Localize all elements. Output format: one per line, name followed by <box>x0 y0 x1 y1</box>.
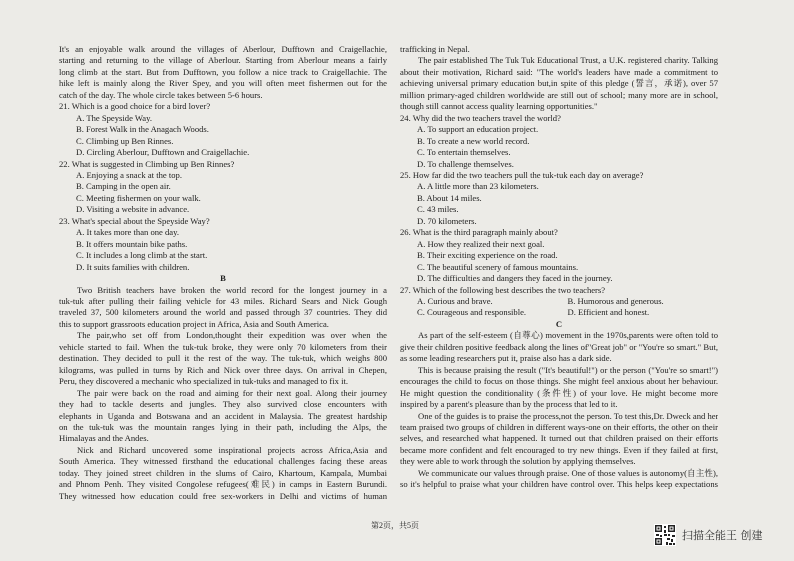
text-line: inspired by a parent's pleasure than by the process that led to it. <box>400 399 618 410</box>
text-line: As part of the self-esteem (自尊心) movement in the 1970s,parents were often told to <box>418 330 718 341</box>
text-line: This is because praising the result ("It's beautiful!") or the person ("You're so smart!") <box>418 364 718 375</box>
answer-option: A. Curious and brave. <box>417 295 493 306</box>
text-line: vehicle started to fail. When the tuk-tuk broke, they were only 70 kilometers from their <box>59 341 387 352</box>
answer-option: C. Climbing up Ben Rinnes. <box>76 135 174 146</box>
text-line: as some leading researchers put it, praise also has a dark side. <box>400 353 612 364</box>
text-line: hike left is mainly along the River Spey, and you will often meet fishermen out for the <box>59 78 387 89</box>
text-line: became more confident and felt encouraged to try new things. Even if they failed at first, <box>400 444 718 455</box>
answer-option: D. It suits families with children. <box>76 261 190 272</box>
text-line: encourages the child to focus on those things. She might feel anxious about her behaviour. <box>400 376 718 387</box>
text-line: He might question the conditionality (条件性) of your love. He might become more <box>400 387 718 398</box>
text-line: today. They joined street children in the slums of Cairo, Khartoum, Kampala, Mumbai <box>59 467 387 478</box>
answer-option: A. The Speyside Way. <box>76 112 153 123</box>
answer-option: C. To entertain themselves. <box>417 147 511 158</box>
text-line: selves, and researched what happened. It turned out that children praised on their efforts <box>400 433 718 444</box>
answer-option: C. Courageous and responsible. <box>417 307 527 318</box>
text-line: elephants in Uganda and Botswana and an accident in Malaysia. The greatest hardship <box>59 410 387 421</box>
answer-option: C. Meeting fishermen on your walk. <box>76 192 201 203</box>
answer-option: A. How they realized their next goal. <box>417 238 545 249</box>
answer-option: A. A little more than 23 kilometers. <box>417 181 539 192</box>
scanner-label: 扫描全能王 创建 <box>682 529 763 542</box>
text-line: The pair were back on the road and aiming for their next goal. Along their journey <box>77 387 387 398</box>
answer-option: D. The difficulties and dangers they faced in the journey. <box>417 273 613 284</box>
text-line: Nick and Richard uncovered some inspirational projects across Africa,Asia and <box>77 444 387 455</box>
text-line: We communicate our values through praise. One of those values is autonomy(自主性), <box>418 467 718 478</box>
answer-option: D. To challenge themselves. <box>417 158 514 169</box>
answer-option: A. To support an education project. <box>417 124 539 135</box>
text-line: The pair,who set off from London,thought their expedition was over when the <box>77 330 387 341</box>
text-line: they had to tackle deserts and jungles. They also survived close encounters with <box>59 399 387 410</box>
answer-option: C. 43 miles. <box>417 204 459 215</box>
text-line: One of the guides is to praise the process,not the person. To test this,Dr. Dweck and her <box>418 410 718 421</box>
text-line: million primary-aged children worldwide are still out of school; many more are in school, <box>400 89 718 100</box>
answer-option: A. It takes more than one day. <box>76 227 180 238</box>
scanner-watermark <box>654 524 763 546</box>
text-line: achieving universal primary education but,in spite of this pledge (誓言，承诺), over 57 <box>400 78 718 89</box>
text-line: It's an enjoyable walk around the villages of Aberlour, Dufftown and Craigellachie, <box>59 44 387 54</box>
answer-option: B. To create a new world record. <box>417 135 530 146</box>
qr-code-icon <box>654 524 676 546</box>
text-line: and Phnom Penh. They visited Congolese refugees(难民) in camps in Eastern Burundi. <box>59 479 387 490</box>
text-line: catch of the day. The whole circle takes between 5-6 hours. <box>59 89 263 100</box>
text-line: The pair established The Tuk Tuk Educational Trust, a U.K. registered charity. Talking <box>418 55 718 66</box>
text-line: traveled 37, 500 kilometers around the world and passed through 37 countries. They did <box>59 307 387 318</box>
answer-option: B. It offers mountain bike paths. <box>76 238 188 249</box>
answer-option: B. Humorous and generous. <box>567 295 664 306</box>
text-line: Peru, they discovered a mechanic who specialized in tuk-tuks and managed to fix it. <box>59 376 348 387</box>
right-column <box>400 44 718 491</box>
answer-option: B. Their exciting experience on the road. <box>417 250 558 261</box>
answer-option: B. Camping in the open air. <box>76 181 171 192</box>
question-stem: 27. Which of the following best describes the two teachers? <box>400 284 606 295</box>
answer-option: D. Efficient and honest. <box>567 307 650 318</box>
text-line: Himalayas and the Andes. <box>59 433 149 444</box>
answer-option-row <box>400 296 718 307</box>
text-line: long climb at the start. But from Dufftown, you follow a nice track to Craigellachie. The <box>59 66 387 77</box>
text-line: team praised two groups of children in different ways-one on their efforts, the other on their <box>400 421 718 432</box>
text-line: give their children positive feedback along the lines of"Great job" or "You're so smart." But, <box>400 341 718 352</box>
answer-option-row <box>400 307 718 318</box>
text-line: kilograms, was pulled in turns by Rich and Nick over three days. On arrival in Chepen, <box>59 364 387 375</box>
text-line: they were able to work through the solution by applying themselves. <box>400 456 636 467</box>
text-line: trafficking in Nepal. <box>400 44 470 54</box>
answer-option: D. Circling Aberlour, Dufftown and Craigellachie. <box>76 147 250 158</box>
section-heading: B <box>220 273 226 284</box>
text-line: tuk-tuk after pulling their failing vehicle for 43 miles. Richard Sears and Nick Gough <box>59 295 387 306</box>
question-stem: 23. What's special about the Speyside Way? <box>59 215 210 226</box>
section-heading: C <box>555 318 563 329</box>
question-stem: 24. Why did the two teachers travel the world? <box>400 112 561 123</box>
text-line: starting and returning to the village of Aberlour. Starting from Aberlour means a fairly <box>59 55 387 66</box>
answer-option: D. 70 kilometers. <box>417 215 477 226</box>
page-number: 第2页，共5页 <box>371 521 419 530</box>
text-line: Two British teachers have broken the world record for the longest journey in a <box>77 284 387 295</box>
text-line: destination. They decided to pull it the rest of the way. The tuk-tuk, which weighs 800 <box>59 353 387 364</box>
text-line: They witnessed how education could free sex-workers in Delhi and victims of human <box>59 490 387 501</box>
left-column <box>59 44 387 502</box>
answer-option: D. Visiting a website in advance. <box>76 204 190 215</box>
text-line: though still cannot access quality learning opportunities." <box>400 101 598 112</box>
question-stem: 26. What is the third paragraph mainly about? <box>400 227 558 238</box>
answer-option: B. Forest Walk in the Anagach Woods. <box>76 124 209 135</box>
text-line: South America. They witnessed firsthand the educational challenges facing these areas <box>59 456 387 467</box>
answer-option: C. The beautiful scenery of famous mountains. <box>417 261 579 272</box>
text-line: so it's helpful to praise what your children have control over. This helps keep expectations <box>400 479 718 490</box>
question-stem: 22. What is suggested in Climbing up Ben Rinnes? <box>59 158 235 169</box>
text-line: this to support grassroots education project in Africa, Asia and South America. <box>59 318 329 329</box>
text-line: on the tuk-tuk was the mountain ranges lying in their path, including the Alps, the <box>59 421 387 432</box>
answer-option: C. It includes a long climb at the start. <box>76 250 208 261</box>
answer-option: B. About 14 miles. <box>417 192 482 203</box>
question-stem: 21. Which is a good choice for a bird lover? <box>59 101 211 112</box>
text-line: about their motivation, Richard said: "The world's leaders have made a commitment to <box>400 66 718 77</box>
answer-option: A. Enjoying a snack at the top. <box>76 169 182 180</box>
question-stem: 25. How far did the two teachers pull the tuk-tuk each day on average? <box>400 169 644 180</box>
